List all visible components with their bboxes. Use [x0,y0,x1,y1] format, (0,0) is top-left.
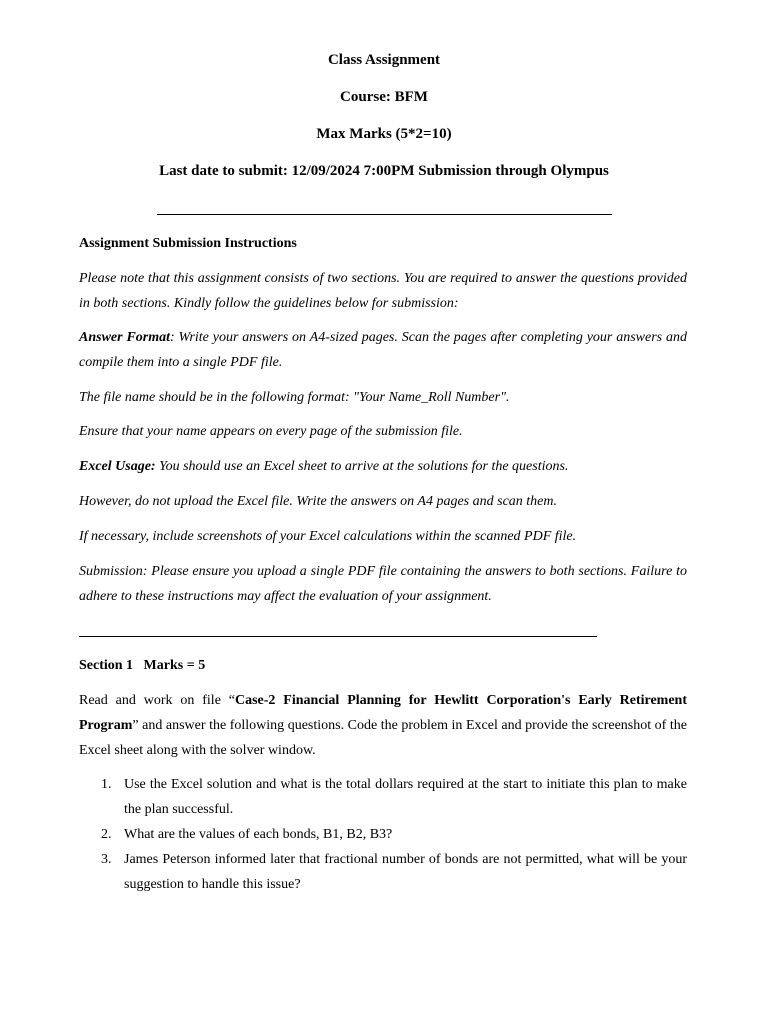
ensure-name-instruction: Ensure that your name appears on every page of the submission file. [79,424,463,439]
question-text: Use the Excel solution and what is the total dollars required at the start to initiate this plan to make the plan successful. [124,777,687,817]
list-item [79,772,687,822]
screenshots-instruction: If necessary, include screenshots of your Excel calculations within the scanned PDF file. [79,529,577,544]
no-upload-instruction: However, do not upload the Excel file. Write the answers on A4 pages and scan them. [79,494,558,509]
case-file-name: Case-2 Financial Planning for Hewlitt Corporation's Early Retirement Program [79,693,688,733]
excel-usage-text: You should use an Excel sheet to arrive at the solutions for the questions. [155,459,569,474]
section1-heading: Section 1 Marks = 5 [79,658,206,673]
section1-intro-post: ” and answer the following questions. Code the problem in Excel and provide the screenshot of the Excel sheet along with the solver window. [79,718,687,758]
doc-title: Class Assignment [327,52,441,68]
section-divider [79,636,597,637]
course-line: Course: BFM [340,89,428,105]
answer-format-text: : Write your answers on A4-sized pages. Scan the pages after completing your answers and compile them into a single PDF file. [79,330,687,370]
section1-intro-pre: Read and work on file “ [79,693,235,708]
max-marks-line: Max Marks (5*2=10) [316,126,452,142]
question-list [79,772,687,897]
question-number: 3. [101,852,112,867]
excel-usage-label: Excel Usage: [79,459,156,474]
question-number: 2. [101,827,112,842]
excel-usage-paragraph [79,454,687,479]
deadline-line: Last date to submit: 12/09/2024 7:00PM Submission through Olympus [159,163,609,179]
submission-instruction: Submission: Please ensure you upload a single PDF file containing the answers to both sections. Failure to adhere to these instructions may affect the evaluation of your assignment. [79,564,687,604]
header-divider [157,214,612,215]
answer-format-label: Answer Format [79,330,171,345]
list-item [79,822,687,847]
instructions-heading: Assignment Submission Instructions [79,236,297,251]
question-text: What are the values of each bonds, B1, B2, B3? [124,827,393,842]
section1-intro [79,688,687,763]
file-name-instruction: The file name should be in the following format: "Your Name_Roll Number". [79,390,510,405]
question-text: James Peterson informed later that fractional number of bonds are not permitted, what will be your suggestion to handle this issue? [124,852,687,892]
instructions-intro: Please note that this assignment consists of two sections. You are required to answer the questions provided in both sections. Kindly follow the guidelines below for submission: [79,271,687,311]
answer-format-paragraph [79,325,687,375]
question-number: 1. [101,777,112,792]
list-item [79,847,687,897]
